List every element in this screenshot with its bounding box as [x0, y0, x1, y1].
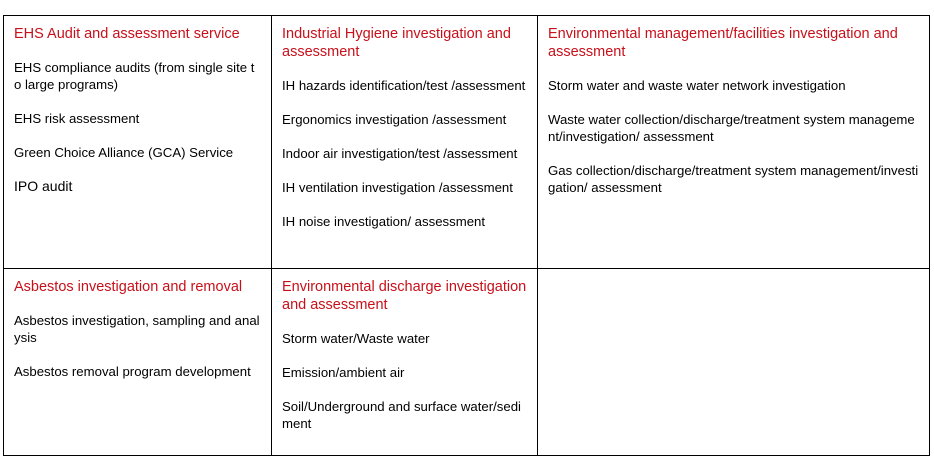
cell-industrial-hygiene: [272, 16, 538, 269]
cell-asbestos: [4, 269, 272, 456]
service-item: IH hazards identification/test /assessment: [282, 78, 526, 93]
service-item: Asbestos investigation, sampling and analysis: [14, 313, 260, 345]
service-item: Storm water/Waste water: [282, 331, 430, 346]
cell-heading: EHS Audit and assessment service: [14, 26, 240, 42]
cell-environmental-management: [538, 16, 930, 269]
cell-environmental-discharge: [272, 269, 538, 456]
service-item: Soil/Underground and surface water/sediment: [282, 399, 521, 431]
service-item: Indoor air investigation/test /assessment: [282, 146, 518, 161]
service-item: Ergonomics investigation /assessment: [282, 112, 507, 127]
service-item: IH ventilation investigation /assessment: [282, 180, 513, 195]
service-item: Emission/ambient air: [282, 365, 405, 380]
service-item: Green Choice Alliance (GCA) Service: [14, 145, 234, 160]
service-item: IH noise investigation/ assessment: [282, 214, 486, 229]
service-item: Asbestos removal program development: [14, 364, 251, 379]
table-row: [4, 269, 930, 456]
service-item: Gas collection/discharge/treatment system management/investigation/ assessment: [548, 163, 919, 195]
cell-heading: Environmental discharge investigation and assessment: [282, 279, 527, 313]
service-item: Waste water collection/discharge/treatment system management/investigation/ assessment: [548, 112, 915, 144]
service-item: IPO audit: [14, 178, 73, 194]
cell-heading: Industrial Hygiene investigation and assessment: [282, 26, 511, 60]
cell-heading: Environmental management/facilities investigation and assessment: [548, 26, 898, 60]
service-item: EHS risk assessment: [14, 111, 140, 126]
service-item: Storm water and waste water network investigation: [548, 78, 846, 93]
table-row: [4, 16, 930, 269]
cell-ehs-audit: [4, 16, 272, 269]
services-table: [3, 15, 930, 456]
service-item: EHS compliance audits (from single site to large programs): [14, 60, 255, 92]
cell-heading: Asbestos investigation and removal: [14, 279, 243, 295]
cell-empty: [538, 269, 930, 456]
